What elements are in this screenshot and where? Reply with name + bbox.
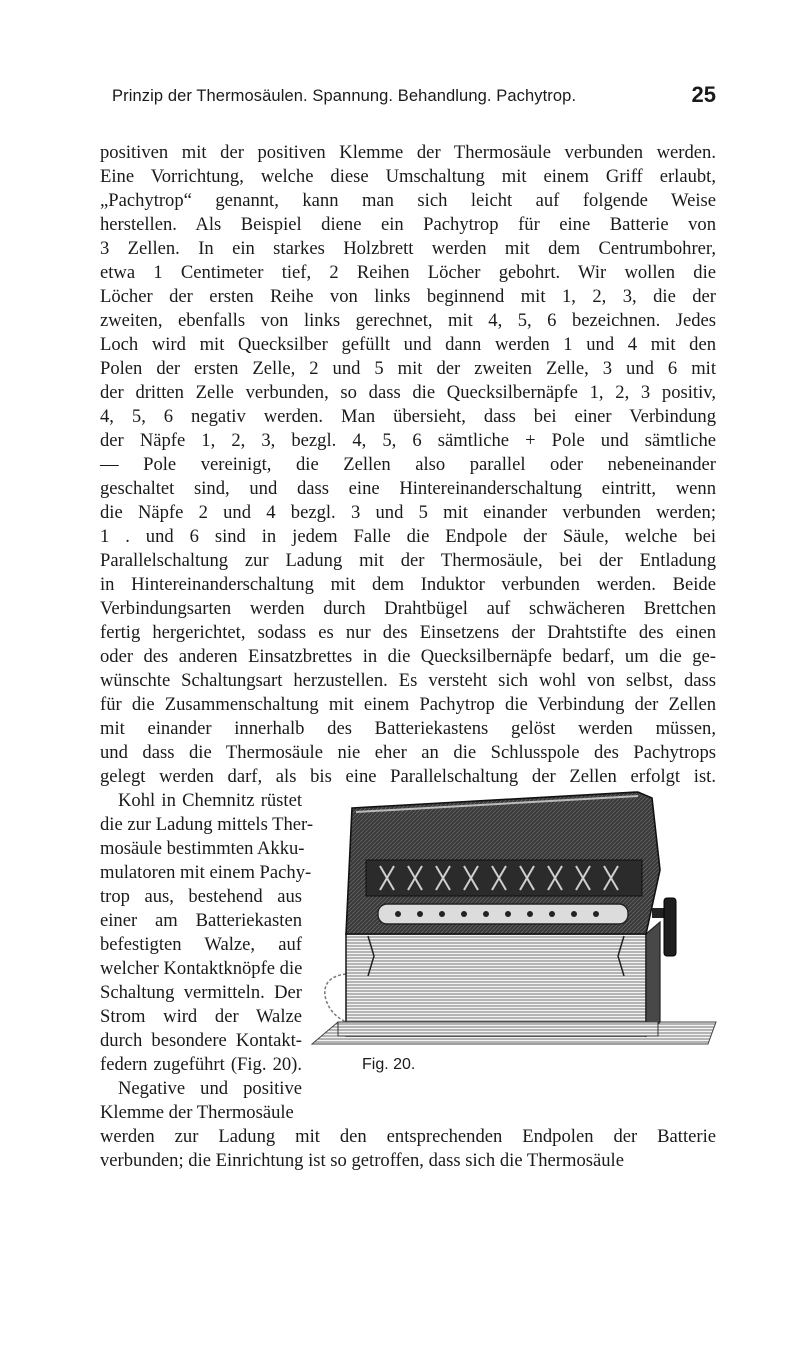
body-line: gelegt werden darf, als bis eine Parallelschaltung der Zellen erfolgt ist. (100, 766, 716, 787)
running-head: Prinzip der Thermosäulen. Spannung. Behandlung. Pachytrop. (112, 87, 577, 105)
wrap-line: Negative und positive (118, 1078, 302, 1099)
body-line: die Näpfe 2 und 4 bezgl. 3 und 5 mit einander verbunden werden; (100, 502, 716, 523)
body-line: Polen der ersten Zelle, 2 und 5 mit der zweiten Zelle, 3 und 6 mit (100, 358, 716, 379)
wrap-line: durch besondere Kontakt- (100, 1030, 302, 1051)
wrap-line: Schaltung vermitteln. Der (100, 982, 302, 1003)
body-line: 1 . und 6 sind in jedem Falle die Endpole der Säule, welche bei (100, 526, 716, 547)
body-line: für die Zusammenschaltung mit einem Pachytrop die Verbindung der Zellen (100, 694, 716, 715)
body-line: in Hintereinanderschaltung mit dem Induktor verbunden werden. Beide (100, 574, 716, 595)
body-line: zweiten, ebenfalls von links gerechnet, mit 4, 5, 6 bezeichnen. Jedes (100, 310, 716, 331)
body-line: oder des anderen Einsatzbrettes in die Quecksilbernäpfe bedarf, um die ge- (100, 646, 716, 667)
wrap-line: federn zugeführt (Fig. 20). (100, 1054, 302, 1075)
body-line: etwa 1 Centimeter tief, 2 Reihen Löcher gebohrt. Wir wollen die (100, 262, 716, 283)
body-line: Eine Vorrichtung, welche diese Umschaltung mit einem Griff erlaubt, (100, 166, 716, 187)
wrap-line: Klemme der Thermosäule (100, 1102, 294, 1123)
figure-caption: Fig. 20. (362, 1056, 416, 1073)
wrap-line: die zur Ladung mittels Ther- (100, 814, 314, 835)
wrap-line: mosäule bestimmten Akku- (100, 838, 305, 859)
battery-box-pachytrop-engraving (308, 786, 720, 1056)
body-line: und dass die Thermosäule nie eher an die Schlusspole des Pachytrops (100, 742, 716, 763)
wrap-line: mulatoren mit einem Pachy- (100, 862, 312, 883)
page-number: 25 (691, 82, 716, 107)
body-line: geschaltet sind, und dass eine Hintereinanderschaltung eintritt, wenn (100, 478, 716, 499)
wrap-line: trop aus, bestehend aus (100, 886, 302, 907)
body-line: mit einander innerhalb des Batteriekastens gelöst werden müssen, (100, 718, 716, 739)
body-line: positiven mit der positiven Klemme der Thermosäule verbunden werden. (100, 142, 716, 163)
body-line: wünschte Schaltungsart herzustellen. Es versteht sich wohl von selbst, dass (100, 670, 716, 691)
body-line: Loch wird mit Quecksilber gefüllt und dann werden 1 und 4 mit den (100, 334, 716, 355)
body-line: der dritten Zelle verbunden, so dass die Quecksilbernäpfe 1, 2, 3 positiv, (100, 382, 716, 403)
body-line: — Pole vereinigt, die Zellen also parallel oder nebeneinander (100, 454, 716, 475)
body-line: 3 Zellen. In ein starkes Holzbrett werden mit dem Centrumbohrer, (100, 238, 716, 259)
body-line: werden zur Ladung mit den entsprechenden Endpolen der Batterie (100, 1126, 716, 1147)
wrap-line: einer am Batteriekasten (100, 910, 302, 931)
body-line: 4, 5, 6 negativ werden. Man übersieht, dass bei einer Verbindung (100, 406, 716, 427)
wrap-line: Kohl in Chemnitz rüstet (118, 790, 302, 811)
body-line: Verbindungsarten werden durch Drahtbügel auf schwächeren Brettchen (100, 598, 716, 619)
page-header (112, 82, 716, 112)
body-line: herstellen. Als Beispiel diene ein Pachytrop für eine Batterie von (100, 214, 716, 235)
body-line: fertig hergerichtet, sodass es nur des Einsetzens der Drahtstifte des einen (100, 622, 716, 643)
body-line: Löcher der ersten Reihe von links beginnend mit 1, 2, 3, die der (100, 286, 716, 307)
wrap-line: befestigten Walze, auf (100, 934, 302, 955)
body-line: Parallelschaltung zur Ladung mit der Thermosäule, bei der Entladung (100, 550, 716, 571)
body-line: der Näpfe 1, 2, 3, bezgl. 4, 5, 6 sämtliche + Pole und sämtliche (100, 430, 716, 451)
figure-20 (308, 786, 720, 1073)
wrap-line: Strom wird der Walze (100, 1006, 302, 1027)
wrap-line: welcher Kontaktknöpfe die (100, 958, 303, 979)
body-line: „Pachytrop“ genannt, kann man sich leicht auf folgende Weise (100, 190, 716, 211)
body-line: verbunden; die Einrichtung ist so getroffen, dass sich die Thermosäule (100, 1150, 624, 1171)
